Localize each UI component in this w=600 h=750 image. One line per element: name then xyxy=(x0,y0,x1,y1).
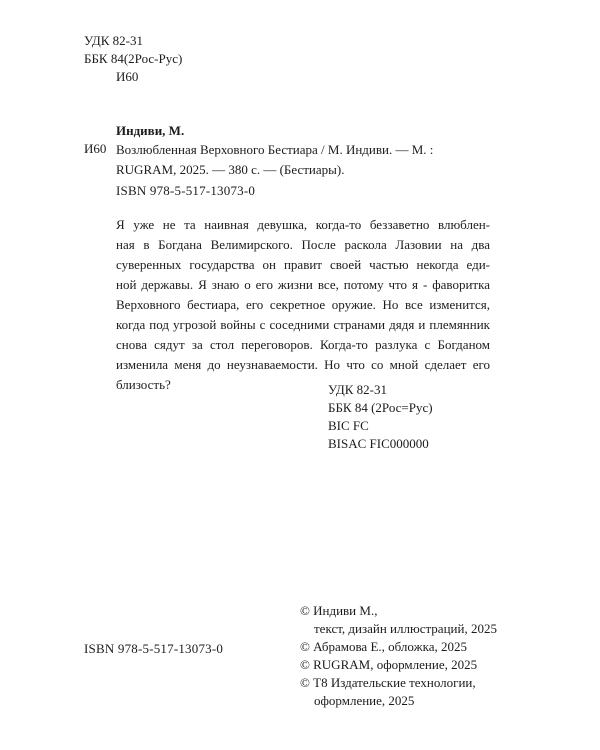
copyright-author: © Индиви М., xyxy=(300,603,378,618)
top-classification-codes xyxy=(84,32,182,86)
copyright-publisher: © RUGRAM, оформление, 2025 xyxy=(300,657,478,672)
bottom-classification-codes xyxy=(328,381,433,453)
annotation-line: Я уже не та наивная девушка, когда-то беззаветно влюблен- xyxy=(116,217,490,232)
annotation-line: Верховного бестиара, его секретное оружие. Но все изменится, xyxy=(116,297,490,312)
author-name: Индиви, М. xyxy=(116,123,185,138)
bbk-code: ББК 84 (2Рос=Рус) xyxy=(328,400,433,415)
copyright-notices xyxy=(300,602,497,710)
udk-code: УДК 82-31 xyxy=(328,382,388,397)
cutter-code: И60 xyxy=(116,69,139,84)
title-line: Возлюбленная Верховного Бестиара / М. Индиви. — М. : xyxy=(116,142,434,157)
annotation-line: когда под угрозой войны с соседними странами дядя и племянник xyxy=(116,317,490,332)
annotation-line: ная в Богдана Велимирского. После раскола Лазовии на два xyxy=(116,237,490,252)
annotation-line: близость? xyxy=(116,377,171,392)
udk-code: УДК 82-31 xyxy=(84,33,144,48)
title-line: RUGRAM, 2025. — 380 с. — (Бестиары). xyxy=(116,162,345,177)
annotation-line: суверенных государства он правит своей частью некогда еди- xyxy=(116,257,490,272)
annotation-line: изменила меня до неузнаваемости. Но что со мной сделает его xyxy=(116,357,490,372)
isbn-bottom: ISBN 978-5-517-13073-0 xyxy=(84,641,224,656)
cutter-mark: И60 xyxy=(84,141,107,156)
isbn-top: ISBN 978-5-517-13073-0 xyxy=(116,183,256,198)
annotation-line: снова сядут за стол переговоров. Когда-то разлука с Богданом xyxy=(116,337,490,352)
copyright-cover: © Абрамова Е., обложка, 2025 xyxy=(300,639,467,654)
copyright-typesetter: © Т8 Издательские технологии, xyxy=(300,675,476,690)
bibliographic-description xyxy=(116,140,490,180)
copyright-author-detail: текст, дизайн иллюстраций, 2025 xyxy=(314,621,497,636)
annotation-line: ной державы. Я знаю о его жизни все, потому что я - фаворитка xyxy=(116,277,490,292)
copyright-typesetter-detail: оформление, 2025 xyxy=(314,693,415,708)
bbk-code: ББК 84(2Рос-Рус) xyxy=(84,51,183,66)
bic-code: BIC FC xyxy=(328,418,369,433)
bisac-code: BISAC FIC000000 xyxy=(328,436,429,451)
annotation-paragraph xyxy=(116,215,490,395)
